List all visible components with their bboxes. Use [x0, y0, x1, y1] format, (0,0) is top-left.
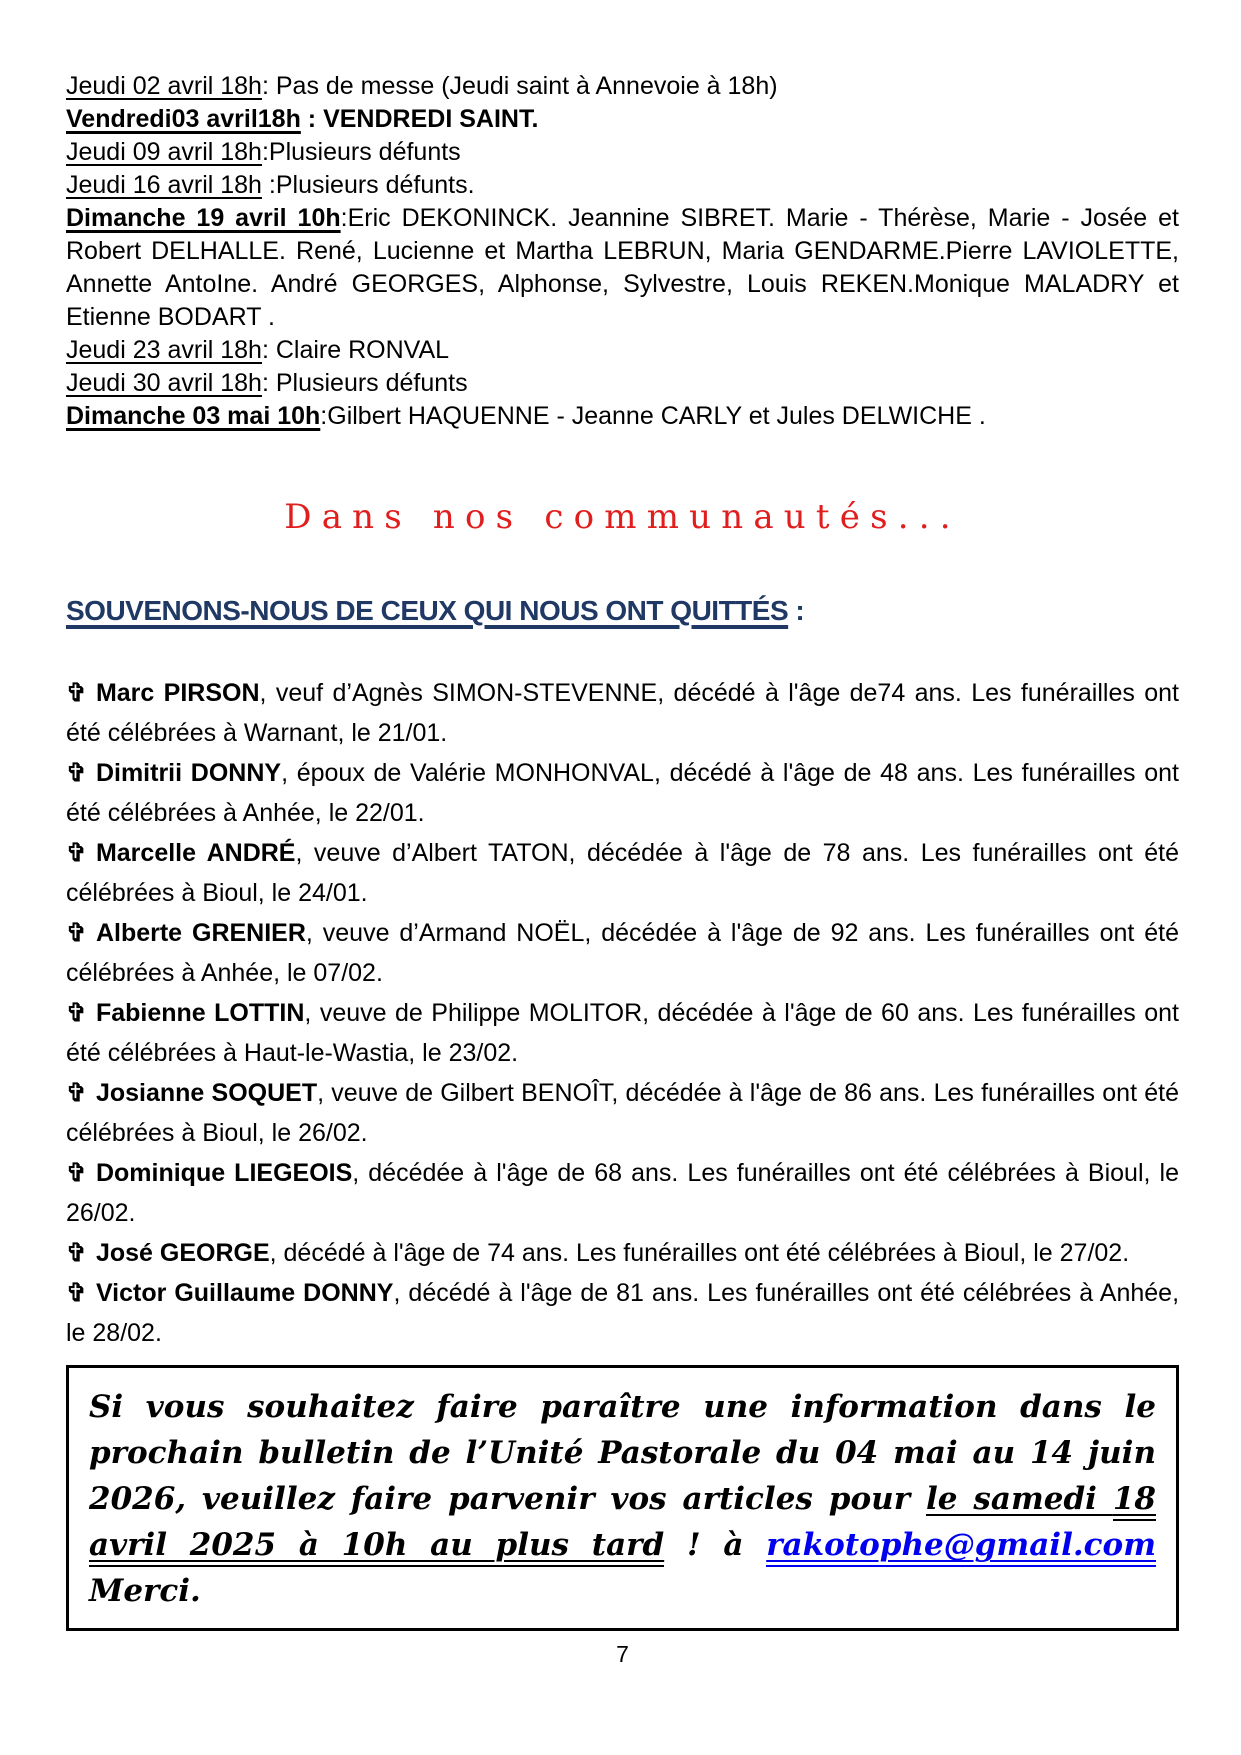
obituary-text: , décédé à l'âge de 74 ans. Les funérailles ont été célébrées à Bioul, le 27/02. [269, 1239, 1130, 1267]
schedule-text: : Pas de messe (Jeudi saint à Annevoie à 18h) [261, 72, 778, 100]
obituary-entry [66, 913, 1179, 993]
notice-text: ! à [664, 1527, 767, 1563]
schedule-date: Vendredi03 avril18h [66, 105, 301, 133]
notice-text: Si vous souhaitez faire paraître une information dans le prochain bulletin de l’Unité Pastorale du 04 mai au 14 juin 2026, veuillez faire parvenir vos articles pour [89, 1389, 1156, 1517]
obituary-text: , époux de Valérie MONHONVAL, décédé à l'âge de 48 ans. Les funérailles ont été célébrées à Anhée, le 22/01. [66, 759, 1179, 827]
obituary-text: , veuve d’Armand NOËL, décédée à l'âge de 92 ans. Les funérailles ont été célébrées à Anhée, le 07/02. [66, 919, 1179, 987]
schedule-date: Dimanche 03 mai 10h [66, 402, 321, 430]
latin-cross-icon: ✞ [66, 1079, 87, 1107]
obituary-entry [66, 1273, 1179, 1353]
latin-cross-icon: ✞ [66, 919, 87, 947]
schedule-line [66, 70, 1179, 103]
notice-deadline-intro: le samedi [925, 1481, 1113, 1517]
section-title: Dans nos communautés... [284, 497, 961, 537]
schedule-line [66, 367, 1179, 400]
schedule-text: :Plusieurs défunts [261, 138, 461, 166]
schedule-line [66, 136, 1179, 169]
obituary-text: , veuve de Philippe MOLITOR, décédée à l'âge de 60 ans. Les funérailles ont été célébrées à Haut-le-Wastia, le 23/02. [66, 999, 1179, 1067]
obituary-text: , veuve de Gilbert BENOÎT, décédée à l'âge de 86 ans. Les funérailles ont été célébrées à Bioul, le 26/02. [66, 1079, 1179, 1147]
schedule-date: Jeudi 23 avril 18h [66, 336, 262, 364]
latin-cross-icon: ✞ [66, 679, 87, 707]
schedule-text: :Gilbert HAQUENNE - Jeanne CARLY et Jules DELWICHE . [320, 402, 986, 430]
schedule-line [66, 169, 1179, 202]
obituary-text: , veuf d’Agnès SIMON-STEVENNE, décédé à l'âge de74 ans. Les funérailles ont été célébrées à Warnant, le 21/01. [66, 679, 1179, 747]
obituary-entry [66, 1073, 1179, 1153]
memorial-heading [66, 595, 1179, 627]
schedule-line [66, 202, 1179, 334]
deceased-name: José GEORGE [95, 1239, 270, 1267]
latin-cross-icon: ✞ [66, 999, 87, 1027]
obituary-entry [66, 753, 1179, 833]
schedule-text: : Claire RONVAL [261, 336, 450, 364]
schedule-text: :Eric DEKONINCK. Jeannine SIBRET. Marie - Thérèse, Marie - Josée et Robert DELHALLE. René, Lucienne et Martha LEBRUN, Maria GENDARME.Pierre LAVIOLETTE, Annette AntoIne. André GEORGES, Alphonse, Sylvestre, Louis REKEN.Monique MALADRY et Etienne BODART . [66, 204, 1179, 331]
obituary-entry [66, 993, 1179, 1073]
notice-thanks: Merci. [89, 1573, 201, 1609]
latin-cross-icon: ✞ [66, 759, 87, 787]
schedule-date: Dimanche 19 avril 10h [66, 204, 341, 232]
submission-notice-box [66, 1365, 1179, 1631]
page-number: 7 [616, 1641, 629, 1667]
latin-cross-icon: ✞ [66, 1279, 87, 1307]
schedule-date: Jeudi 09 avril 18h [66, 138, 262, 166]
deceased-name: Alberte GRENIER [95, 919, 306, 947]
schedule-text: : VENDREDI SAINT. [300, 105, 539, 133]
deceased-name: Marc PIRSON [95, 679, 260, 707]
email-link[interactable]: rakotophe@gmail.com [766, 1527, 1156, 1567]
notice-deadline-date: 18 avril 2025 à 10h au plus tard [89, 1481, 1156, 1567]
deceased-name: Dimitrii DONNY [95, 759, 282, 787]
schedule-date: Jeudi 16 avril 18h [66, 171, 262, 199]
obituary-list [66, 673, 1179, 1353]
schedule-text: : Plusieurs défunts [261, 369, 468, 397]
deceased-name: Marcelle ANDRÉ [95, 839, 296, 867]
schedule-line [66, 103, 1179, 136]
obituary-text: , décédé à l'âge de 81 ans. Les funérailles ont été célébrées à Anhée, le 28/02. [66, 1279, 1180, 1347]
schedule-date: Jeudi 30 avril 18h [66, 369, 262, 397]
obituary-entry [66, 1153, 1179, 1233]
obituary-entry [66, 833, 1179, 913]
memorial-heading-colon: : [788, 595, 805, 626]
latin-cross-icon: ✞ [66, 1239, 87, 1267]
schedule-line [66, 400, 1179, 433]
latin-cross-icon: ✞ [66, 839, 87, 867]
mass-schedule-section [66, 70, 1179, 433]
schedule-text: :Plusieurs défunts. [261, 171, 475, 199]
deceased-name: Dominique LIEGEOIS [95, 1159, 353, 1187]
schedule-date: Jeudi 02 avril 18h [66, 72, 262, 100]
schedule-line [66, 334, 1179, 367]
obituary-entry [66, 673, 1179, 753]
deceased-name: Josianne SOQUET [95, 1079, 318, 1107]
obituary-entry [66, 1233, 1179, 1273]
obituary-text: , veuve d’Albert TATON, décédée à l'âge de 78 ans. Les funérailles ont été célébrées à Bioul, le 24/01. [66, 839, 1179, 907]
memorial-heading-text: SOUVENONS-NOUS DE CEUX QUI NOUS ONT QUITTÉS [66, 595, 789, 626]
latin-cross-icon: ✞ [66, 1159, 87, 1187]
obituary-text: , décédée à l'âge de 68 ans. Les funérailles ont été célébrées à Bioul, le 26/02. [66, 1159, 1179, 1227]
deceased-name: Victor Guillaume DONNY [95, 1279, 394, 1307]
deceased-name: Fabienne LOTTIN [95, 999, 305, 1027]
